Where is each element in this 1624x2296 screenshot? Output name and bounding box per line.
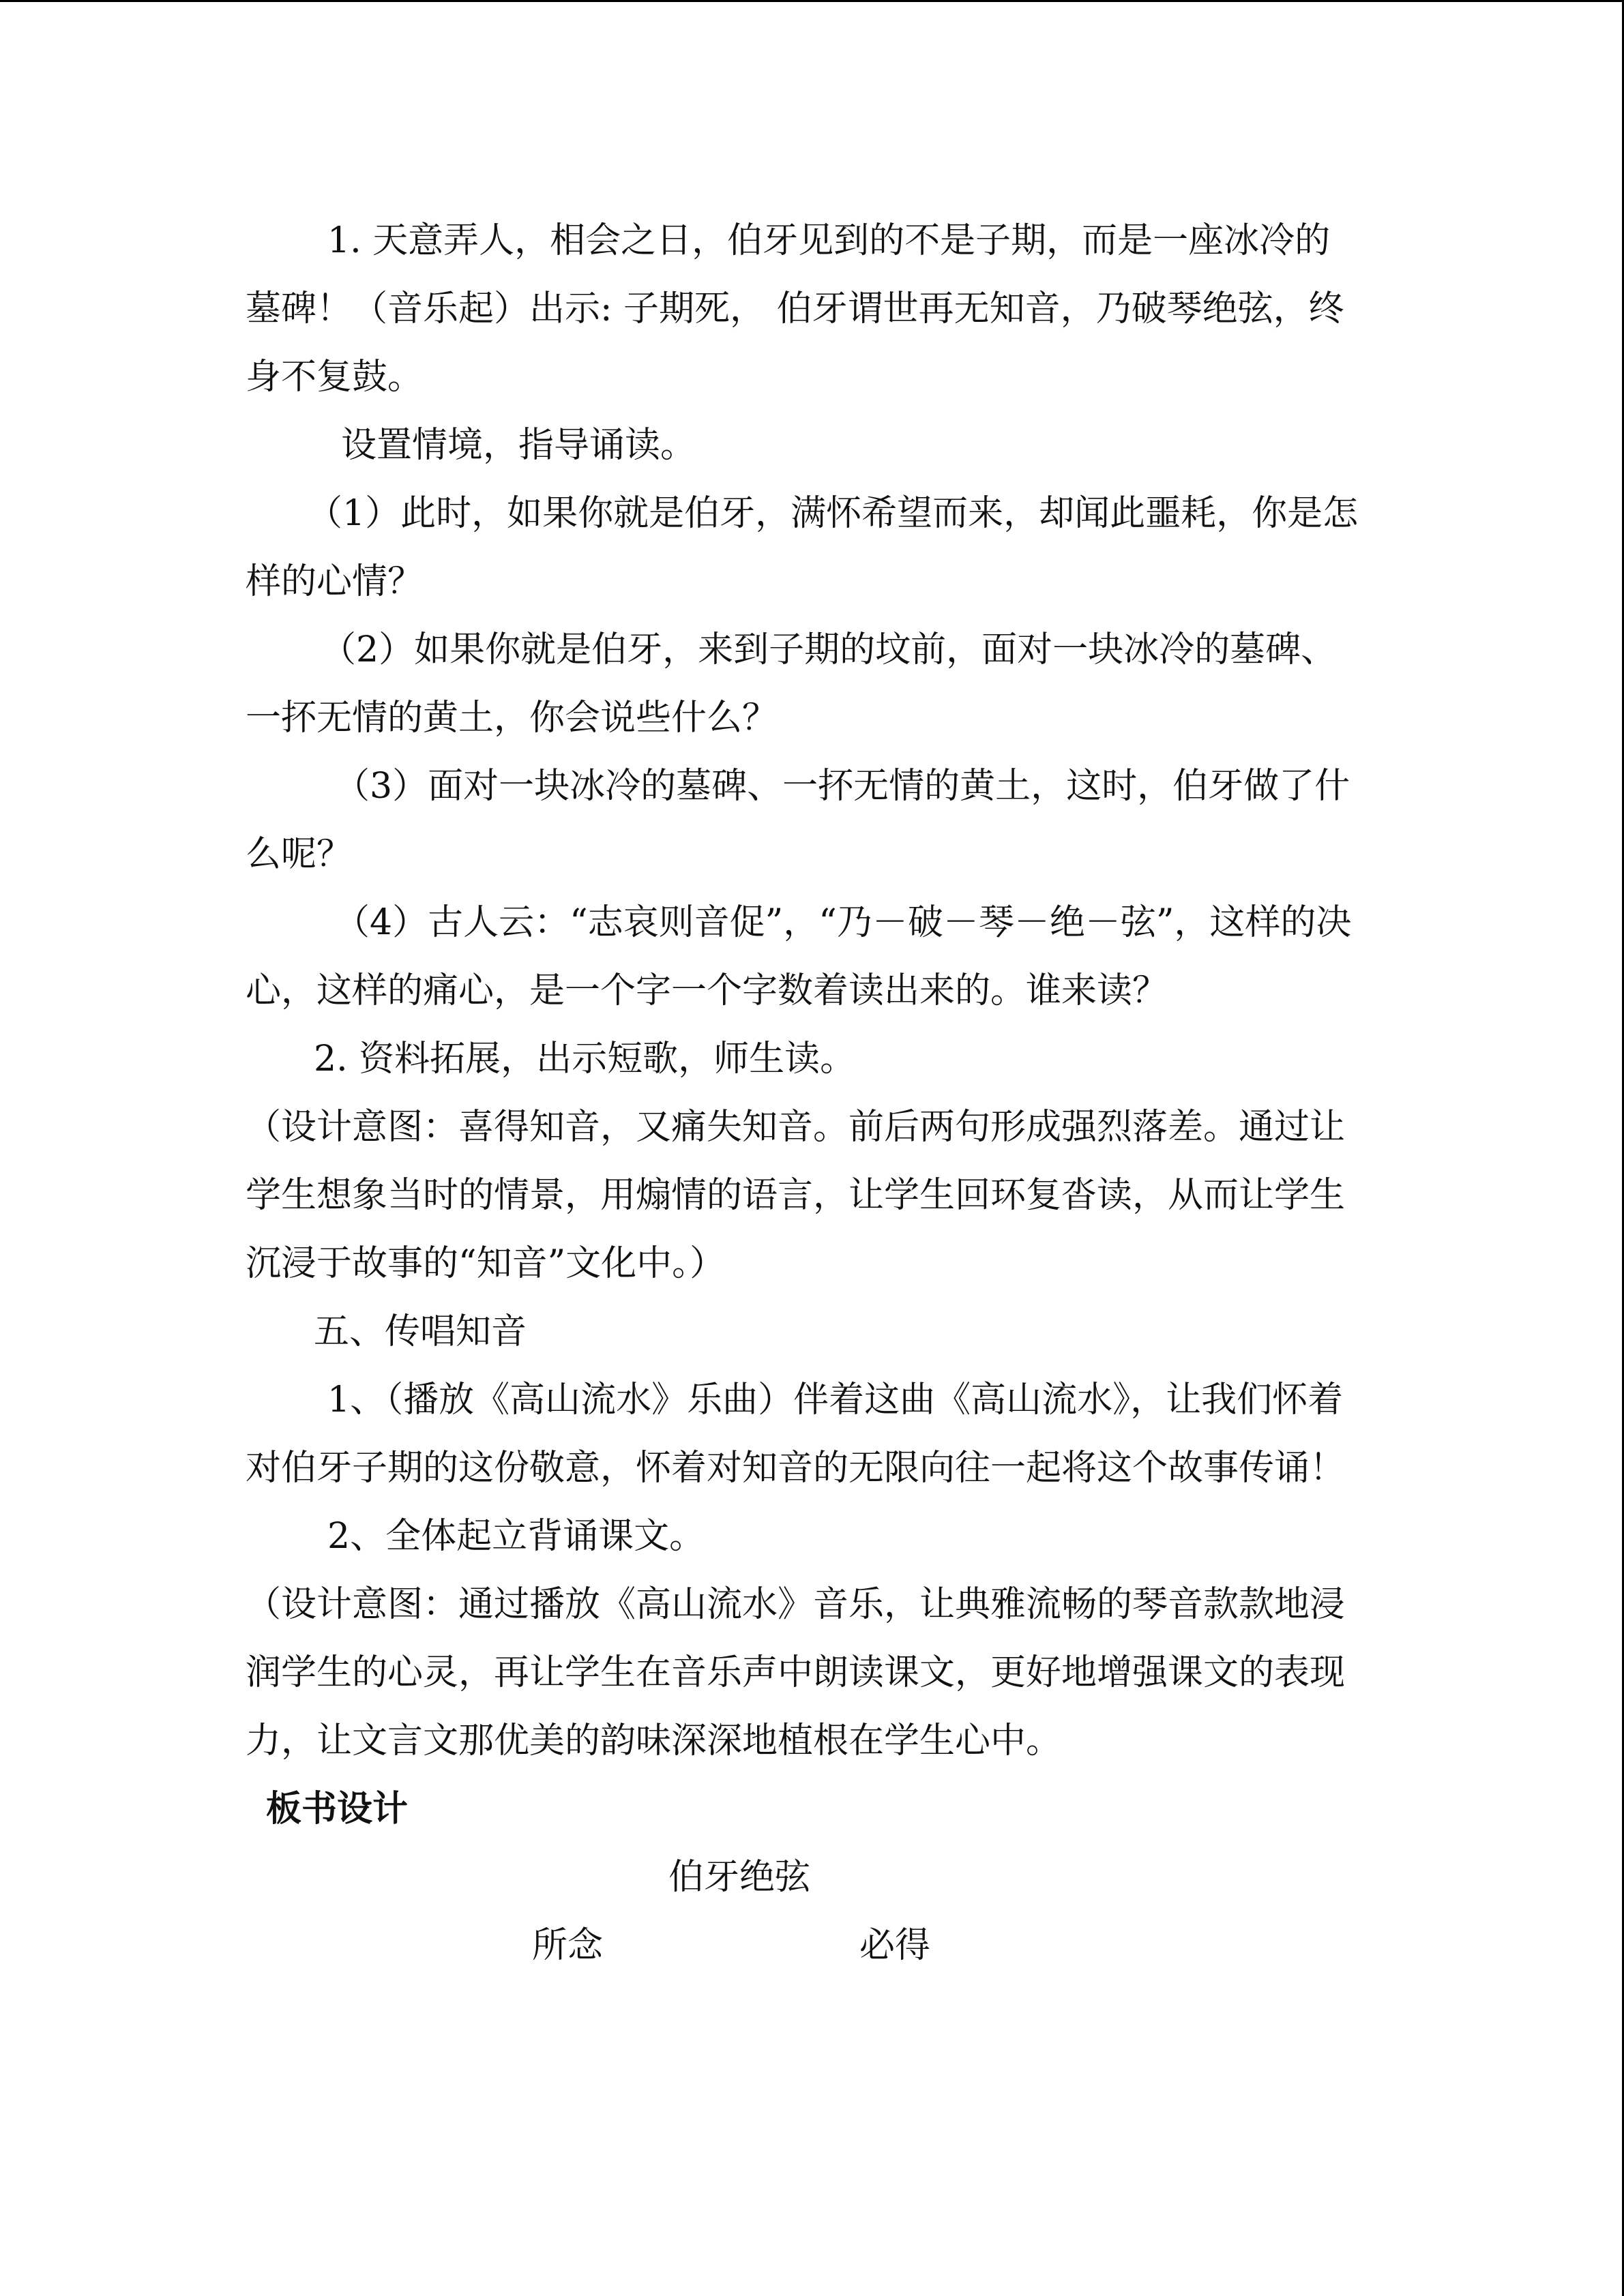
board-design-heading: 板书设计 (266, 1789, 409, 1830)
paragraph-1: 1. 天意弄人，相会之日，伯牙见到的不是子期，而是一座冰冷的墓碑！（音乐起）出示: 子期死， 伯牙谓世再无知音，乃破琴绝弦，终身不复鼓。 (246, 220, 1344, 398)
paragraph-3: （1）此时，如果你就是伯牙，满怀希望而来，却闻此噩耗，你是怎样的心情？ (246, 493, 1359, 602)
board-right-text: 必得 (859, 1925, 931, 1966)
paragraph-4: （2）如果你就是伯牙，来到子期的坟前，面对一块冰冷的墓碑、一抔无情的黄土，你会说些什么？ (246, 629, 1337, 739)
paragraph-9: 五、传唱知音 (314, 1311, 527, 1352)
paragraph-5: （3）面对一块冰冷的墓碑、一抔无情的黄土，这时，伯牙做了什么呢？ (246, 766, 1350, 875)
paragraph-10: 1、（播放《高山流水》乐曲）伴着这曲《高山流水》，让我们怀着对伯牙子期的这份敬意，怀着对知音的无限向往一起将这个故事传诵！ (246, 1380, 1346, 1489)
board-left-text: 所念 (532, 1925, 604, 1966)
paragraph-8: （设计意图：喜得知音，又痛失知音。前后两句形成强烈落差。通过让学生想象当时的情景，用煽情的语言，让学生回环复沓读，从而让学生沉浸于故事的“知音”文化中。） (246, 1107, 1346, 1284)
paragraph-6: （4）古人云：“志哀则音促”，“乃－破－琴－绝－弦”，这样的决心，这样的痛心，是一个字一个字数着读出来的。谁来读？ (246, 902, 1352, 1011)
paragraph-11: 2、全体起立背诵课文。 (327, 1516, 705, 1557)
document-body (246, 207, 1364, 1980)
paragraph-12: （设计意图：通过播放《高山流水》音乐，让典雅流畅的琴音款款地浸润学生的心灵，再让学生在音乐声中朗读课文，更好地增强课文的表现力，让文言文那优美的韵味深深地植根在学生心中。 (246, 1584, 1346, 1761)
board-row (246, 1911, 1364, 1980)
paragraph-2: 设置情境，指导诵读。 (341, 425, 696, 466)
board-title: 伯牙绝弦 (668, 1857, 811, 1898)
paragraph-7: 2. 资料拓展，出示短歌，师生读。 (314, 1039, 856, 1079)
